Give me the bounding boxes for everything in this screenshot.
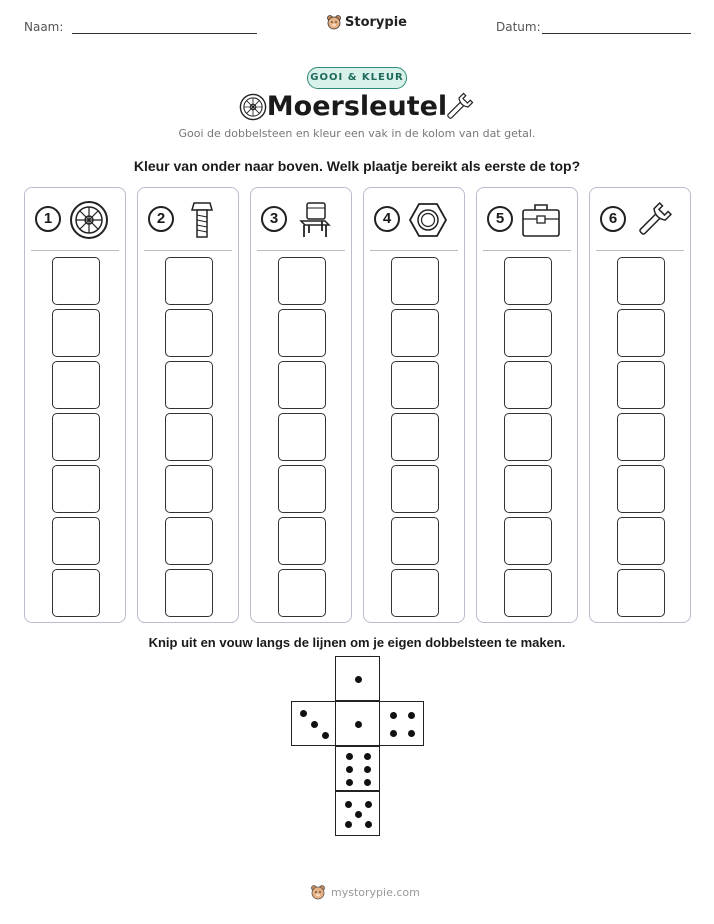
die-pip (322, 732, 329, 739)
die-pip (390, 712, 397, 719)
bear-logo-icon (310, 884, 326, 900)
column-header (374, 200, 454, 240)
color-cell[interactable] (165, 361, 213, 409)
color-cell[interactable] (504, 309, 552, 357)
color-cell[interactable] (504, 361, 552, 409)
color-cell[interactable] (165, 257, 213, 305)
page-title: Moersleutel (266, 91, 448, 122)
subtitle: Gooi de dobbelsteen en kleur een vak in de kolom van dat getal. (178, 127, 536, 140)
color-cell[interactable] (165, 569, 213, 617)
color-cell[interactable] (52, 517, 100, 565)
number-circle: 4 (374, 206, 400, 232)
color-cell[interactable] (617, 309, 665, 357)
instruction: Kleur van onder naar boven. Welk plaatje bereikt als eerste de top? (133, 158, 581, 174)
color-cell[interactable] (391, 361, 439, 409)
die-pip (390, 730, 397, 737)
name-line (72, 33, 257, 34)
color-cell[interactable] (391, 569, 439, 617)
color-cell[interactable] (504, 569, 552, 617)
die-face-6 (335, 746, 380, 791)
bear-logo-icon (326, 14, 342, 30)
date-label: Datum: (496, 20, 541, 34)
color-cell[interactable] (278, 257, 326, 305)
color-cell[interactable] (617, 569, 665, 617)
column-header (600, 200, 680, 240)
color-cell[interactable] (504, 517, 552, 565)
die-pip (300, 710, 307, 717)
die-pip (408, 712, 415, 719)
column-4 (363, 187, 465, 623)
die-face-1 (335, 701, 380, 746)
color-cell[interactable] (52, 569, 100, 617)
color-cell[interactable] (617, 361, 665, 409)
color-cell[interactable] (278, 517, 326, 565)
die-pip (355, 676, 362, 683)
nut-icon (408, 200, 448, 240)
column-header (261, 200, 341, 240)
column-header (148, 200, 228, 240)
toolbox-icon (521, 200, 561, 240)
column-divider (257, 250, 345, 251)
column-6 (589, 187, 691, 623)
color-cell[interactable] (391, 517, 439, 565)
color-cell[interactable] (278, 361, 326, 409)
footer-url: mystorypie.com (331, 885, 420, 899)
die-pip (346, 753, 353, 760)
column-divider (483, 250, 571, 251)
color-cell[interactable] (165, 309, 213, 357)
die-pip (345, 801, 352, 808)
column-header (35, 200, 115, 240)
wheel-icon (69, 200, 109, 240)
color-cell[interactable] (391, 257, 439, 305)
die-pip (364, 766, 371, 773)
die-pip (346, 766, 353, 773)
die-face-3 (291, 701, 336, 746)
number-circle: 1 (35, 206, 61, 232)
color-cell[interactable] (52, 257, 100, 305)
color-cell[interactable] (504, 465, 552, 513)
column-header (487, 200, 567, 240)
die-face-1 (335, 656, 380, 701)
activity-badge: GOOI & KLEUR (307, 67, 407, 89)
column-3 (250, 187, 352, 623)
color-cell[interactable] (165, 465, 213, 513)
die-face-4 (379, 701, 424, 746)
color-cell[interactable] (504, 257, 552, 305)
date-line (542, 33, 691, 34)
die-pip (355, 721, 362, 728)
color-cell[interactable] (278, 569, 326, 617)
column-divider (144, 250, 232, 251)
die-pip (355, 811, 362, 818)
column-2 (137, 187, 239, 623)
name-label: Naam: (24, 20, 64, 34)
column-divider (31, 250, 119, 251)
die-pip (364, 779, 371, 786)
bolt-icon (182, 200, 222, 240)
color-cell[interactable] (52, 361, 100, 409)
number-circle: 6 (600, 206, 626, 232)
color-cell[interactable] (617, 413, 665, 461)
color-cell[interactable] (278, 309, 326, 357)
column-1 (24, 187, 126, 623)
column-5 (476, 187, 578, 623)
column-divider (596, 250, 684, 251)
die-pip (346, 779, 353, 786)
color-cell[interactable] (391, 309, 439, 357)
wrench-icon (443, 91, 475, 123)
color-cell[interactable] (504, 413, 552, 461)
die-pip (311, 721, 318, 728)
die-pip (364, 753, 371, 760)
die-pip (345, 821, 352, 828)
column-divider (370, 250, 458, 251)
color-cell[interactable] (278, 465, 326, 513)
number-circle: 5 (487, 206, 513, 232)
number-circle: 3 (261, 206, 287, 232)
color-cell[interactable] (617, 257, 665, 305)
chair-icon (295, 200, 335, 240)
color-cell[interactable] (278, 413, 326, 461)
color-cell[interactable] (52, 465, 100, 513)
cut-instruction: Knip uit en vouw langs de lijnen om je eigen dobbelsteen te maken. (148, 635, 566, 650)
number-circle: 2 (148, 206, 174, 232)
die-pip (365, 821, 372, 828)
die-pip (365, 801, 372, 808)
die-pip (408, 730, 415, 737)
storypie-logo (326, 14, 407, 30)
footer (310, 884, 420, 900)
logo-text: Storypie (345, 14, 407, 30)
wrench-icon (634, 200, 674, 240)
color-cell[interactable] (52, 413, 100, 461)
color-cell[interactable] (617, 517, 665, 565)
color-cell[interactable] (52, 309, 100, 357)
color-cell[interactable] (165, 413, 213, 461)
color-cell[interactable] (617, 465, 665, 513)
color-cell[interactable] (165, 517, 213, 565)
color-cell[interactable] (391, 413, 439, 461)
color-cell[interactable] (391, 465, 439, 513)
die-face-5 (335, 791, 380, 836)
